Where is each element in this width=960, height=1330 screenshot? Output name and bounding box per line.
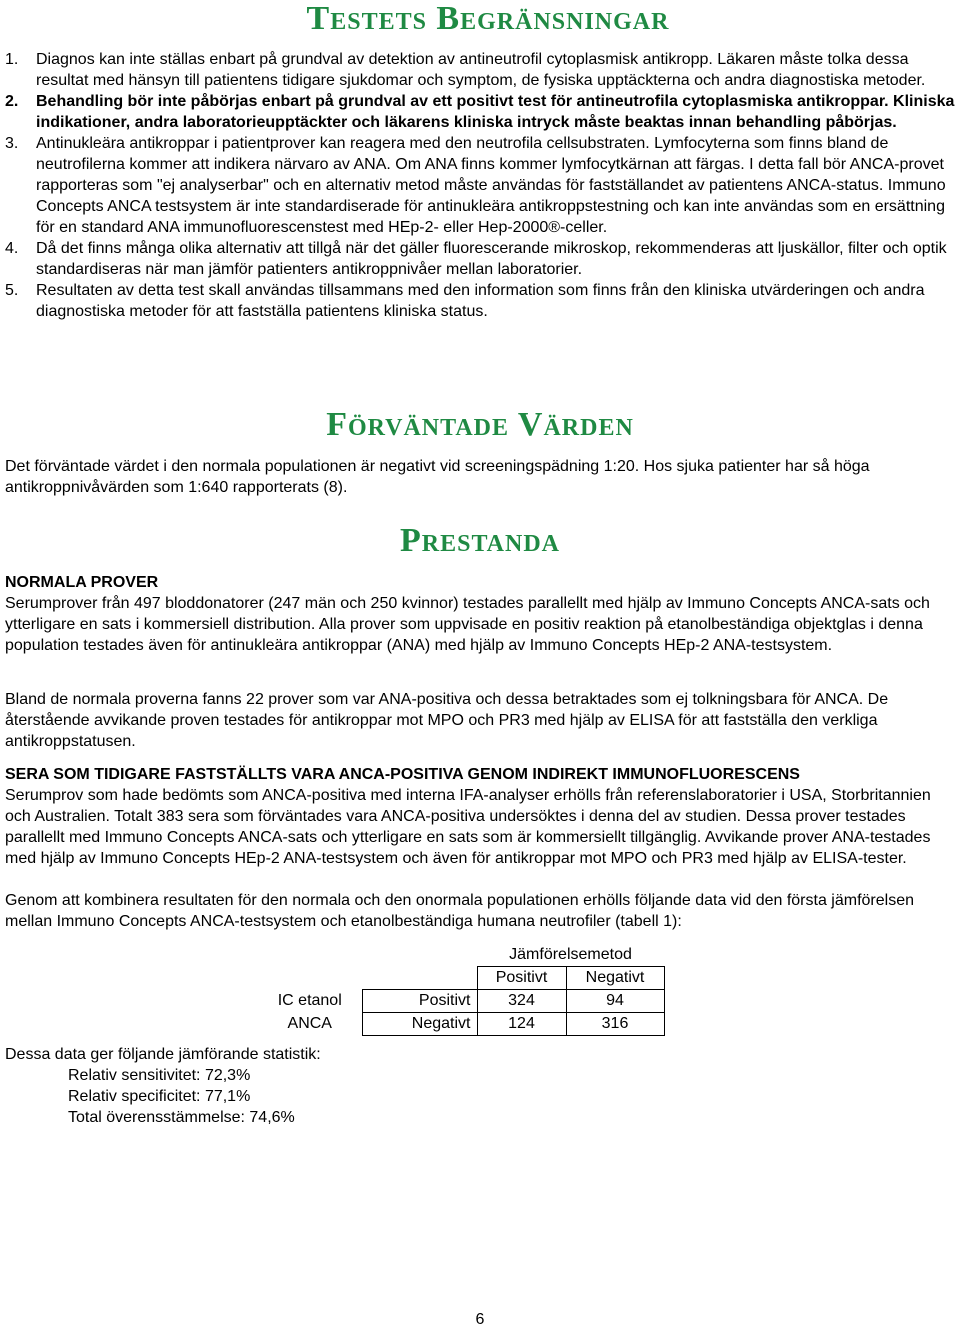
item-number: 1. [5, 51, 19, 68]
statistics-intro: Dessa data ger följande jämförande statistik: [5, 1046, 321, 1063]
col-header-positive: Positivt [477, 967, 566, 990]
page-number: 6 [475, 1311, 485, 1328]
cell-positive-positive: 324 [477, 990, 566, 1013]
expected-values-text: Det förväntade värdet i den normala populationen är negativt vid screeningspädning 1:20. Hos sjuka patienter har så höga antikroppnivåvärden som 1:640 rapporterats (8). [5, 458, 870, 496]
statistics-block [5, 1044, 321, 1128]
performance-heading: Prestanda [399, 522, 560, 559]
sera-paragraph-1: Serumprov som hade bedömts som ANCA-positiva med interna IFA-analyser erhölls från referenslaboratorier i USA, Storbritannien och Australien. Totalt 383 sera som förväntades vara ANCA-positiva undersöktes i denna del av studien. Dessa prover testades parallellt med Immuno Concepts ANCA-sats och ytterligare en sats som är kommersiellt tillgänglig. Avvikande prover ANA-testades med hjälp av Immuno Concepts HEp-2 ANA-testsystem och även för antikroppar mot MPO och PR3 med hjälp av ELISA-tester. [5, 787, 931, 867]
limitations-heading: Testets Begränsningar [306, 0, 670, 37]
item-text: Resultaten av detta test skall användas tillsammans med den information som finns från den kliniska utvärderingen och andra diagnostiska metoder för att fastställa patientens kliniska status. [36, 282, 925, 320]
cell-positive-negative: 94 [566, 990, 664, 1013]
relative-sensitivity: Relativ sensitivitet: 72,3% [68, 1067, 251, 1084]
total-agreement: Total överensstämmelse: 74,6% [68, 1109, 295, 1126]
row-group-label: IC etanol [277, 992, 342, 1009]
row-header-negative: Negativt [362, 1013, 477, 1036]
expected-values-heading: Förväntade Värden [326, 406, 634, 443]
item-number: 5. [5, 282, 19, 299]
item-text: Diagnos kan inte ställas enbart på grundval av detektion av antineutrofil cytoplasmisk antikropp. Läkaren måste tolka dessa resultat med hänsyn till patientens tidigare sjukdomar och symptom, de fysiska upptäckterna och andra diagnostiska metoder. [36, 51, 926, 89]
row-group-label: ANCA [287, 1015, 332, 1032]
item-number: 4. [5, 240, 19, 257]
comparison-table [258, 944, 665, 1036]
item-number: 2. [5, 93, 19, 110]
item-text: Antinukleära antikroppar i patientprover kan reagera med den neutrofila cellsubstraten. Lymfocyterna som finns bland de neutrofilerna kommer att indikera närvaro av ANA. Om ANA finns kommer lymfocytkärnan att färgas. I detta fall bör ANCA-provet rapporteras som "ej analyserbar" och en alternativ metod måste användas för fastställandet av patientens ANCA-status. Immuno Concepts ANCA testsystem är inte standardiserade för antinukleära antikroppstestning och kan inte användas som en ersättning för en standard ANA immunofluorescenstest med HEp-2- eller Hep-2000®-celler. [36, 135, 946, 236]
limitations-list [5, 49, 955, 322]
normal-samples-title: NORMALA PROVER [5, 574, 159, 591]
cell-negative-positive: 124 [477, 1013, 566, 1036]
limitation-item [5, 133, 955, 238]
limitation-item [5, 91, 955, 133]
col-header-negative: Negativt [566, 967, 664, 990]
limitation-item [5, 49, 955, 91]
row-header-positive: Positivt [362, 990, 477, 1013]
method-header: Jämförelsemetod [509, 946, 632, 963]
cell-negative-negative: 316 [566, 1013, 664, 1036]
sera-title: SERA SOM TIDIGARE FASTSTÄLLTS VARA ANCA-POSITIVA GENOM INDIREKT IMMUNOFLUORESCENS [5, 766, 800, 783]
normal-samples-paragraph-2: Bland de normala proverna fanns 22 prover som var ANA-positiva och dessa betraktades som ej tolkningsbara för ANCA. De återstående avvikande proven testades för antikroppar mot MPO och PR3 med hjälp av ELISA för att fastställa den verkliga antikroppstatusen. [5, 691, 889, 750]
limitation-item [5, 280, 955, 322]
normal-samples-paragraph-1: Serumprover från 497 bloddonatorer (247 män och 250 kvinnor) testades parallellt med hjälp av Immuno Concepts ANCA-sats och ytterligare en sats i kommersiell distribution. Alla prover som uppvisade en positiv reaktion på etanolbeständiga objektglas i denna population testades även för antinukleära antikroppar (ANA) med hjälp av Immuno Concepts HEp-2 ANA-testsystem. [5, 595, 930, 654]
sera-paragraph-2: Genom att kombinera resultaten för den normala och den onormala populationen erhölls följande data vid den första jämförelsen mellan Immuno Concepts ANCA-testsystem och etanolbeständiga humana neutrofiler (tabell 1): [5, 892, 914, 930]
limitation-item [5, 238, 955, 280]
relative-specificity: Relativ specificitet: 77,1% [68, 1088, 251, 1105]
item-number: 3. [5, 135, 19, 152]
item-text: Behandling bör inte påbörjas enbart på grundval av ett positivt test för antineutrofila cytoplasmiska antikroppar. Kliniska indikationer, andra laboratorieupptäckter och läkarens kliniska intryck måste beaktas innan behandling påbörjas. [36, 93, 955, 131]
item-text: Då det finns många olika alternativ att tillgå när det gäller fluorescerande mikroskop, rekommenderas att ljuskällor, filter och optik standardiseras när man jämför patienters antikroppnivåer mellan laboratorier. [36, 240, 947, 278]
